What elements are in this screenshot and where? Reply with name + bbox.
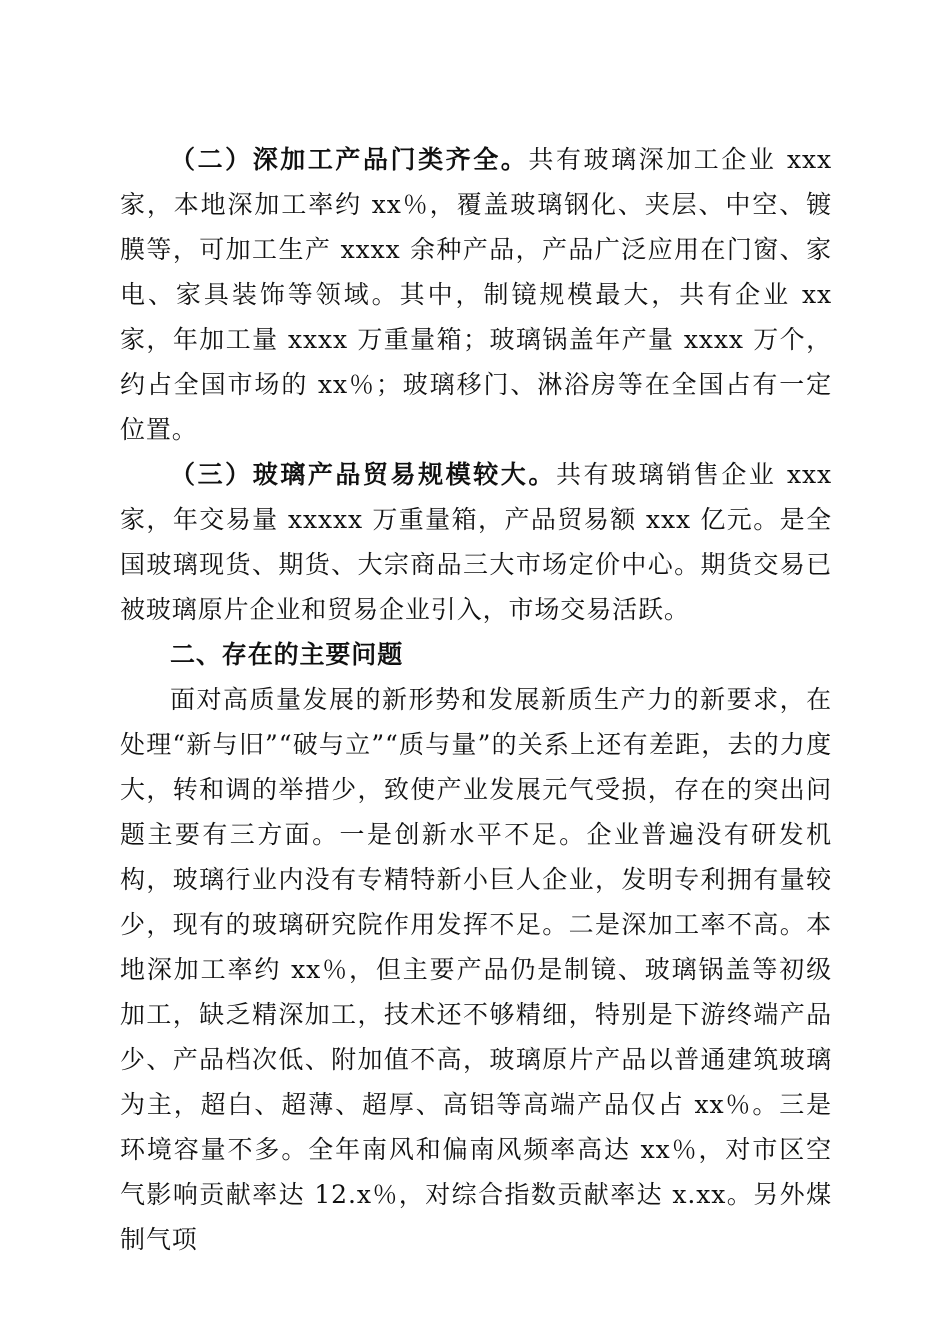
paragraph-trade-scale — [120, 452, 832, 632]
section-body-deep-processing: 共有玻璃深加工企业 xxx 家，本地深加工率约 xx％，覆盖玻璃钢化、夹层、中空、镀膜等，可加工生产 xxxx 余种产品，产品广泛应用在门窗、家电、家具装饰等领域。其中，制镜规模最大，共有企业 xx 家，年加工量 xxxx 万重量箱；玻璃锅盖年产量 xxxx 万个，约占全国市场的 xx％；玻璃移门、淋浴房等在全国占有一定位置。 — [120, 145, 832, 444]
paragraph-deep-processing — [120, 137, 832, 452]
section-lead-trade-scale: （三）玻璃产品贸易规模较大。 — [170, 460, 556, 489]
section-lead-deep-processing: （二）深加工产品门类齐全。 — [170, 145, 529, 174]
paragraph-main-problems: 面对高质量发展的新形势和发展新质生产力的新要求，在处理“新与旧”“破与立”“质与量”的关系上还有差距，去的力度大，转和调的举措少，致使产业发展元气受损，存在的突出问题主要有三方面。一是创新水平不足。企业普遍没有研发机构，玻璃行业内没有专精特新小巨人企业，发明专利拥有量较少，现有的玻璃研究院作用发挥不足。二是深加工率不高。本地深加工率约 xx％，但主要产品仍是制镜、玻璃锅盖等初级加工，缺乏精深加工，技术还不够精细，特别是下游终端产品少、产品档次低、附加值不高，玻璃原片产品以普通建筑玻璃为主，超白、超薄、超厚、高铝等高端产品仅占 xx％。三是环境容量不多。全年南风和偏南风频率高达 xx％，对市区空气影响贡献率达 12.x％，对综合指数贡献率达 x.xx。另外煤制气项 — [120, 685, 832, 1254]
section-heading-main-problems: 二、存在的主要问题 — [170, 640, 404, 669]
document-body — [120, 137, 832, 1262]
section-body-trade-scale: 共有玻璃销售企业 xxx 家，年交易量 xxxxx 万重量箱，产品贸易额 xxx 亿元。是全国玻璃现货、期货、大宗商品三大市场定价中心。期货交易已被玻璃原片企业和贸易企业引入，市场交易活跃。 — [120, 460, 833, 624]
